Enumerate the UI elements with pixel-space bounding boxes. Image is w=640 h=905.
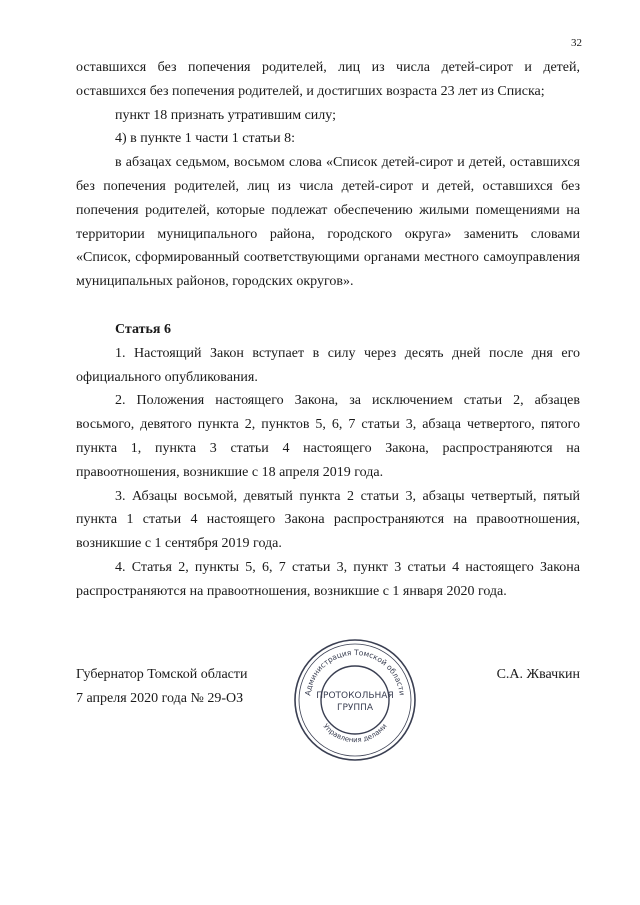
paragraph: пункт 18 признать утратившим силу;: [115, 107, 336, 123]
article-item: 3. Абзацы восьмой, девятый пункта 2 статьи 3, абзацы четвертый, пятый пункта 1 статьи 4 настоящего Закона распространяются на правоотношения, возникшие с 1 сентября 2019 года.: [76, 488, 580, 552]
official-stamp: [292, 637, 418, 763]
document-body: [76, 56, 580, 604]
paragraph: оставшихся без попечения родителей, лиц из числа детей-сирот и детей, оставшихся без попечения родителей, и достигших возраста 23 лет из Списка;: [76, 60, 580, 99]
signature-block: [76, 663, 248, 711]
article-item: 2. Положения настоящего Закона, за исключением статьи 2, абзацев восьмого, девятого пункта 2, пунктов 5, 6, 7 статьи 3, абзаца четвертого, пятого пункта 1, пункта 3 статьи 4 настоящего Закона, распространяются на правоотношения, возникшие с 18 апреля 2019 года.: [76, 393, 580, 480]
law-date-number: 7 апреля 2020 года № 29-ОЗ: [76, 691, 244, 706]
stamp-center-line-2: ГРУППА: [336, 703, 374, 713]
page-number: 32: [571, 37, 582, 49]
article-item: 1. Настоящий Закон вступает в силу через десять дней после дня его официального опубликования.: [76, 345, 580, 385]
stamp-bottom-text: Управления делами: [321, 722, 389, 745]
article-title: Статья 6: [115, 321, 171, 337]
stamp-center-line-1: ПРОТОКОЛЬНАЯ: [316, 691, 394, 701]
article-item: 4. Статья 2, пункты 5, 6, 7 статьи 3, пункт 3 статьи 4 настоящего Закона распространяются на правоотношения, возникшие с 1 января 2020 года.: [76, 559, 580, 599]
signatory-name: С.А. Жвачкин: [496, 667, 580, 682]
paragraph: в абзацах седьмом, восьмом слова «Список детей-сирот и детей, оставшихся без попечения родителей, лиц из числа детей-сирот и детей, оставшихся без попечения родителей, которые подлежат обеспечению жилыми помещениями на территории муниципального района, городского округа» заменить словами «Список, сформированный соответствующими органами местного самоуправления муниципальных районов, городских округов».: [76, 155, 580, 290]
signatory-position: Губернатор Томской области: [76, 667, 248, 682]
paragraph: 4) в пункте 1 части 1 статьи 8:: [115, 131, 296, 147]
stamp-outer-text: Администрация Томской области: [303, 647, 407, 697]
